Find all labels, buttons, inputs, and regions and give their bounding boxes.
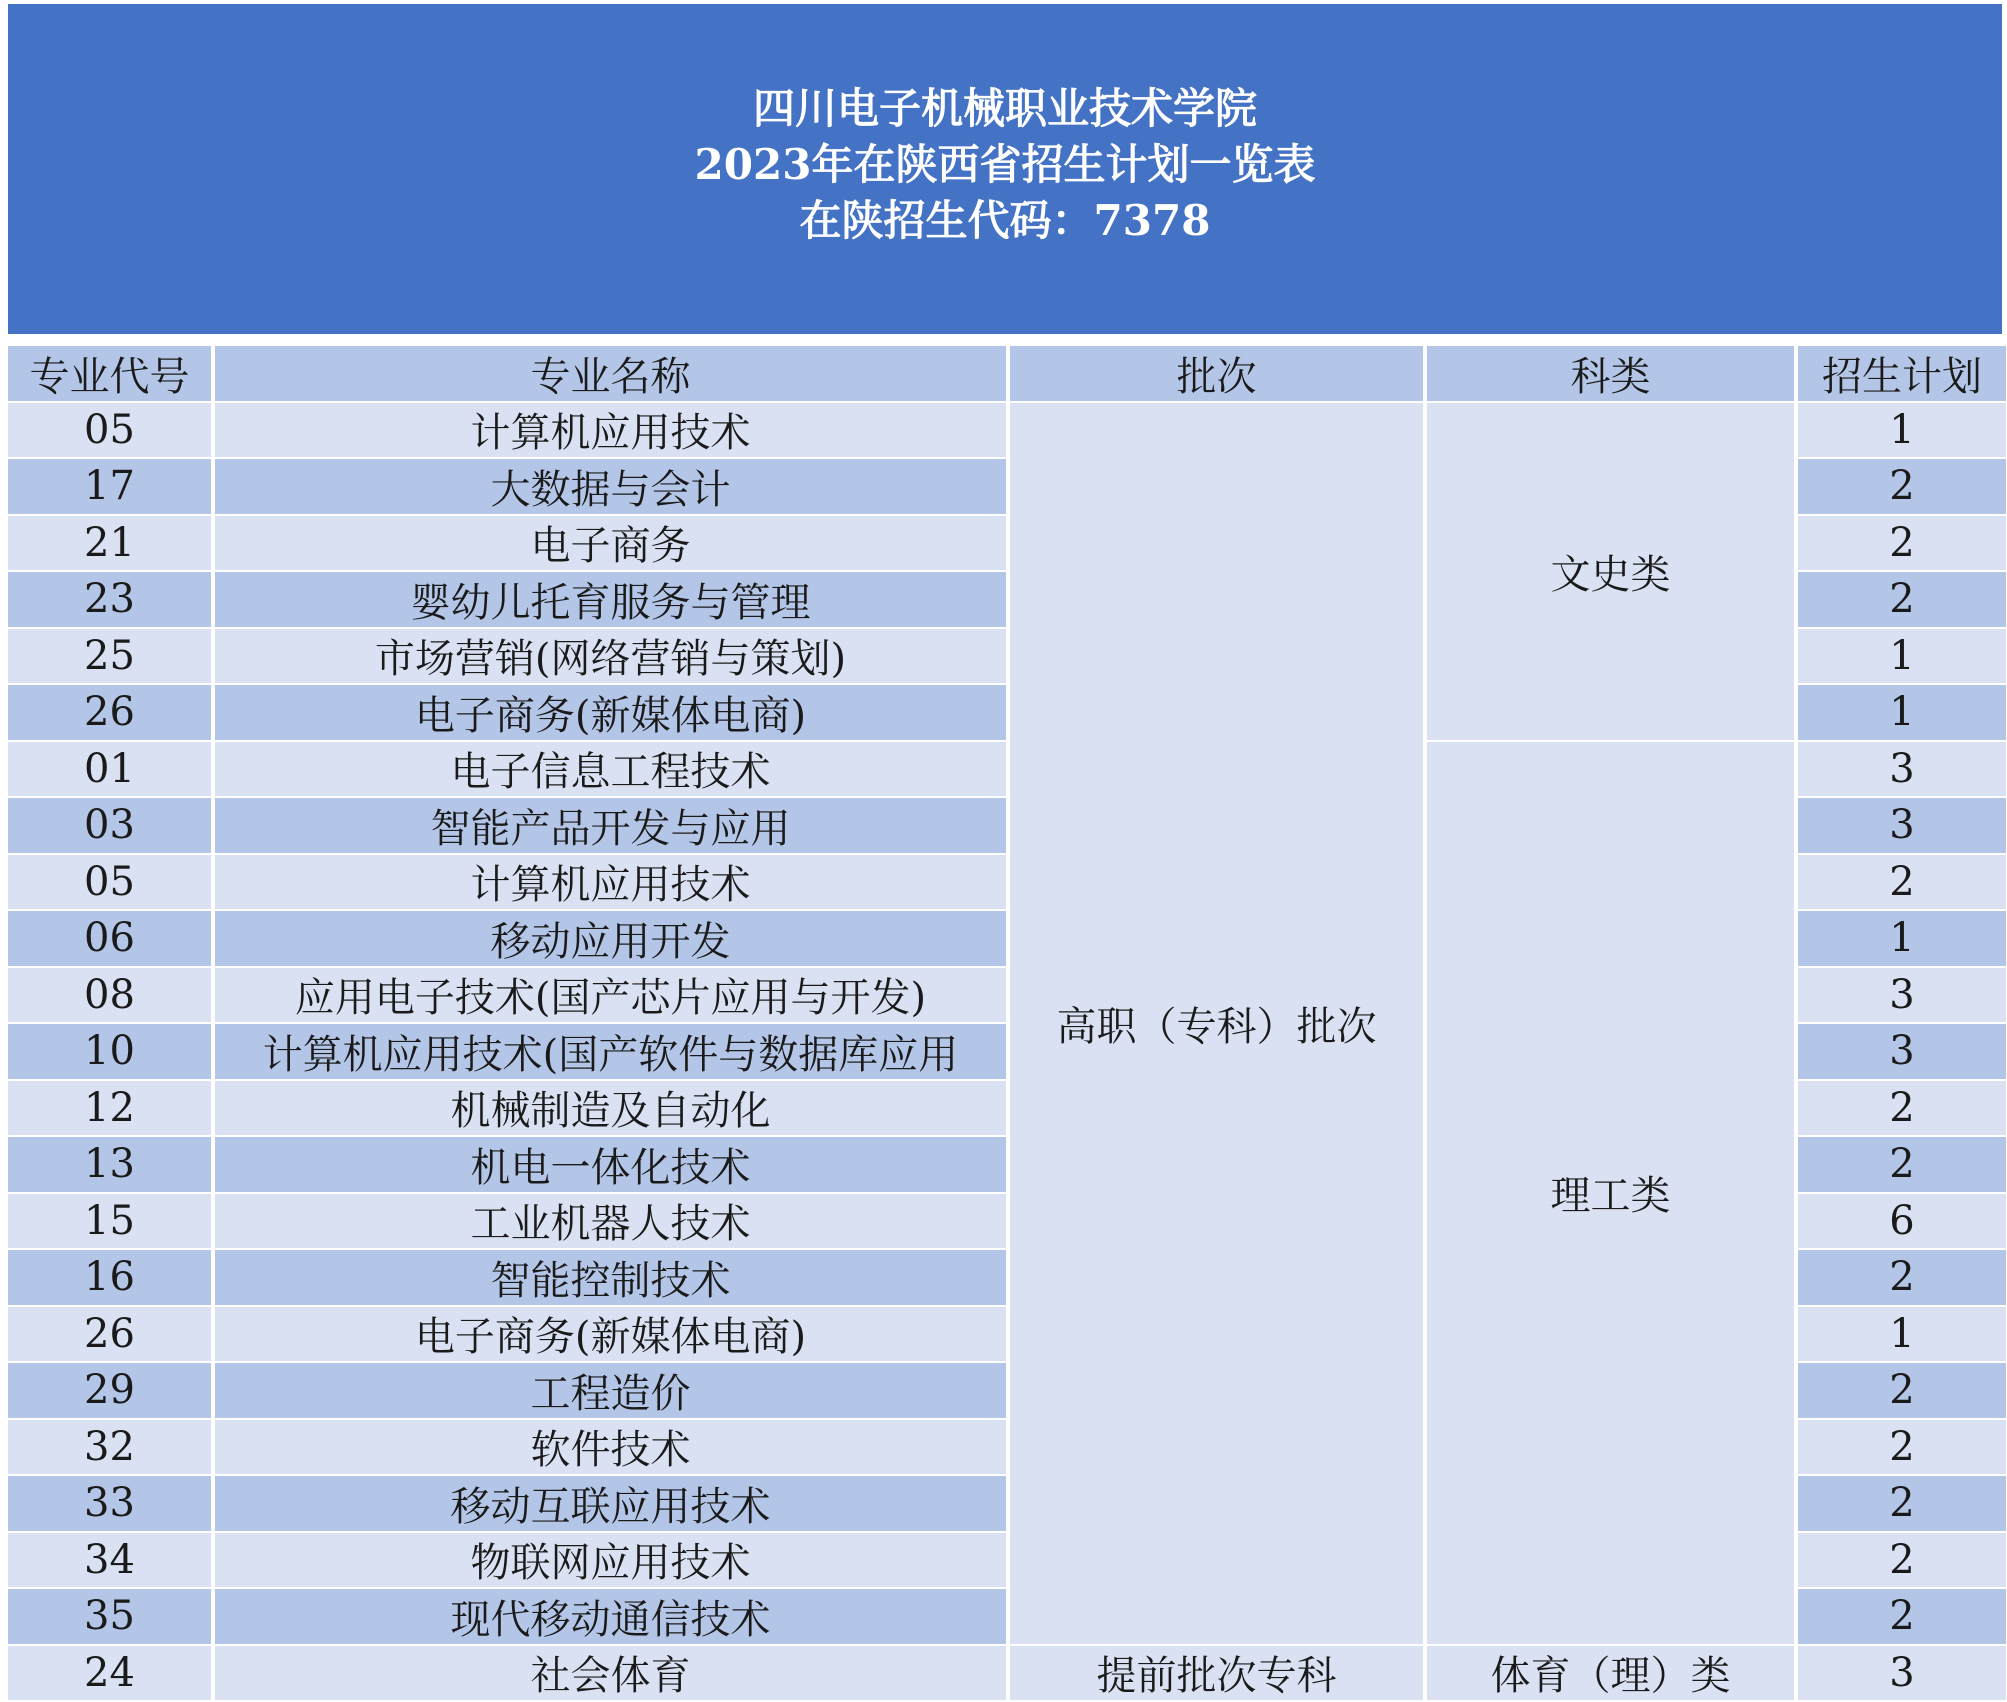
code-cell: 15 [8,1194,211,1249]
code-cell: 05 [8,403,211,458]
major-name-cell: 物联网应用技术 [215,1533,1006,1588]
header-category: 科类 [1427,346,1794,401]
code-cell: 29 [8,1363,211,1418]
code-cell: 26 [8,1307,211,1362]
code-cell: 12 [8,1081,211,1136]
plan-cell: 2 [1798,459,2006,514]
plan-cell: 2 [1798,855,2006,910]
major-name-cell: 现代移动通信技术 [215,1589,1006,1644]
major-name-cell: 大数据与会计 [215,459,1006,514]
title-banner [8,4,2002,334]
major-name-cell: 工业机器人技术 [215,1194,1006,1249]
plan-cell: 2 [1798,1420,2006,1475]
major-name-cell: 软件技术 [215,1420,1006,1475]
plan-cell: 1 [1798,685,2006,740]
code-cell: 06 [8,911,211,966]
category-cell: 体育（理）类 [1427,1646,1794,1701]
code-cell: 03 [8,798,211,853]
header-plan: 招生计划 [1798,346,2006,401]
category-cell-li: 理工类 [1427,742,1794,1644]
plan-cell: 6 [1798,1194,2006,1249]
code-cell: 10 [8,1024,211,1079]
plan-cell: 1 [1798,1307,2006,1362]
plan-cell: 2 [1798,1589,2006,1644]
plan-cell: 1 [1798,403,2006,458]
code-cell: 08 [8,968,211,1023]
major-name-cell: 社会体育 [215,1646,1006,1701]
plan-cell: 2 [1798,572,2006,627]
plan-cell: 3 [1798,1646,2006,1701]
batch-cell-main: 高职（专科）批次 [1010,403,1423,1644]
major-name-cell: 机电一体化技术 [215,1137,1006,1192]
enrollment-table [8,346,2006,1700]
plan-cell: 3 [1798,798,2006,853]
major-name-cell: 计算机应用技术 [215,403,1006,458]
batch-cell: 提前批次专科 [1010,1646,1423,1701]
major-name-cell: 市场营销(网络营销与策划) [215,629,1006,684]
major-name-cell: 婴幼儿托育服务与管理 [215,572,1006,627]
code-cell: 05 [8,855,211,910]
major-name-cell: 智能控制技术 [215,1250,1006,1305]
major-name-cell: 计算机应用技术(国产软件与数据库应用 [215,1024,1006,1079]
code-cell: 17 [8,459,211,514]
plan-cell: 3 [1798,968,2006,1023]
code-cell: 35 [8,1589,211,1644]
category-cell-wen: 文史类 [1427,403,1794,740]
header-batch: 批次 [1010,346,1423,401]
plan-cell: 2 [1798,1476,2006,1531]
major-name-cell: 机械制造及自动化 [215,1081,1006,1136]
code-cell: 32 [8,1420,211,1475]
plan-cell: 2 [1798,516,2006,571]
code-cell: 23 [8,572,211,627]
major-name-cell: 移动应用开发 [215,911,1006,966]
plan-cell: 1 [1798,911,2006,966]
plan-cell: 2 [1798,1250,2006,1305]
code-cell: 33 [8,1476,211,1531]
header-code: 专业代号 [8,346,211,401]
major-name-cell: 电子信息工程技术 [215,742,1006,797]
code-cell: 01 [8,742,211,797]
code-cell: 24 [8,1646,211,1701]
code-cell: 13 [8,1137,211,1192]
plan-cell: 2 [1798,1363,2006,1418]
major-name-cell: 工程造价 [215,1363,1006,1418]
major-name-cell: 电子商务(新媒体电商) [215,1307,1006,1362]
major-name-cell: 智能产品开发与应用 [215,798,1006,853]
plan-cell: 1 [1798,629,2006,684]
major-name-cell: 移动互联应用技术 [215,1476,1006,1531]
code-cell: 26 [8,685,211,740]
code-cell: 16 [8,1250,211,1305]
title-line-3: 在陕招生代码：7378 [799,196,1211,245]
code-cell: 21 [8,516,211,571]
plan-cell: 3 [1798,1024,2006,1079]
title-line-1: 四川电子机械职业技术学院 [752,84,1257,133]
code-cell: 34 [8,1533,211,1588]
title-line-2: 2023年在陕西省招生计划一览表 [694,140,1316,189]
major-name-cell: 电子商务(新媒体电商) [215,685,1006,740]
plan-cell: 3 [1798,742,2006,797]
plan-cell: 2 [1798,1533,2006,1588]
major-name-cell: 计算机应用技术 [215,855,1006,910]
major-name-cell: 应用电子技术(国产芯片应用与开发) [215,968,1006,1023]
plan-cell: 2 [1798,1081,2006,1136]
plan-cell: 2 [1798,1137,2006,1192]
header-name: 专业名称 [215,346,1006,401]
major-name-cell: 电子商务 [215,516,1006,571]
code-cell: 25 [8,629,211,684]
